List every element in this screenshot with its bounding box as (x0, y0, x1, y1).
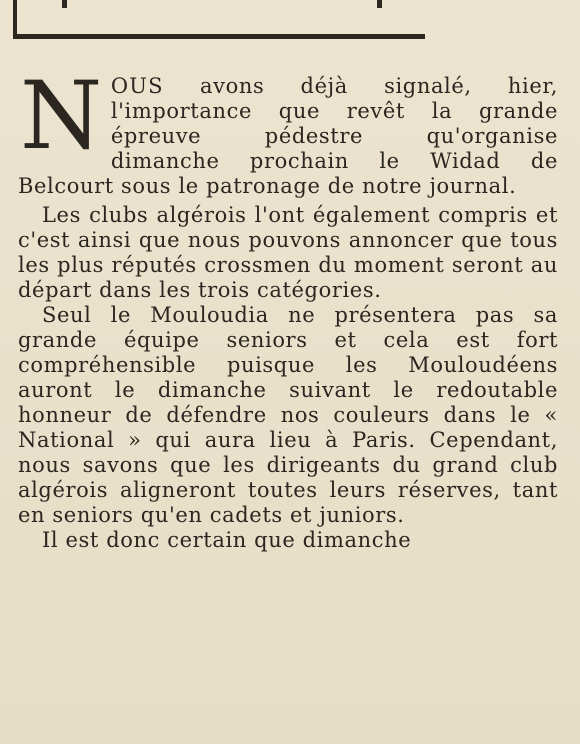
article-paragraph: Il est donc certain que dimanche (42, 528, 412, 552)
article-paragraph: Seul le Mouloudia ne présentera pas sa grande équipe seniors et cela est fort compréhensible puisque les Mouloudéens auront le dimanche suivant le redoutable honneur de défendre nos couleurs dans le « National » qui aura lieu à Paris. Cependant, nous savons que les dirigeants du grand club algérois aligneront toutes leurs réserves, tant en seniors qu'en cadets et juniors. (18, 303, 558, 527)
header-mark (377, 0, 382, 8)
paragraph-text: avons déjà signalé, hier, l'importance que revêt la grande épreuve pédestre qu'organise dimanche prochain le Widad de Belcourt sous le patronage de notre journal. (18, 74, 558, 198)
drop-cap: N (20, 62, 103, 171)
article-body (18, 62, 558, 553)
article-paragraph: Les clubs algérois l'ont également compris et c'est ainsi que nous pouvons annoncer que tous les plus réputés crossmen du moment seront au départ dans les trois catégories. (18, 203, 558, 302)
article-paragraph-lead (18, 62, 558, 199)
header-frame (13, 0, 425, 39)
header-mark (62, 0, 67, 8)
first-word: OUS (110, 74, 164, 98)
